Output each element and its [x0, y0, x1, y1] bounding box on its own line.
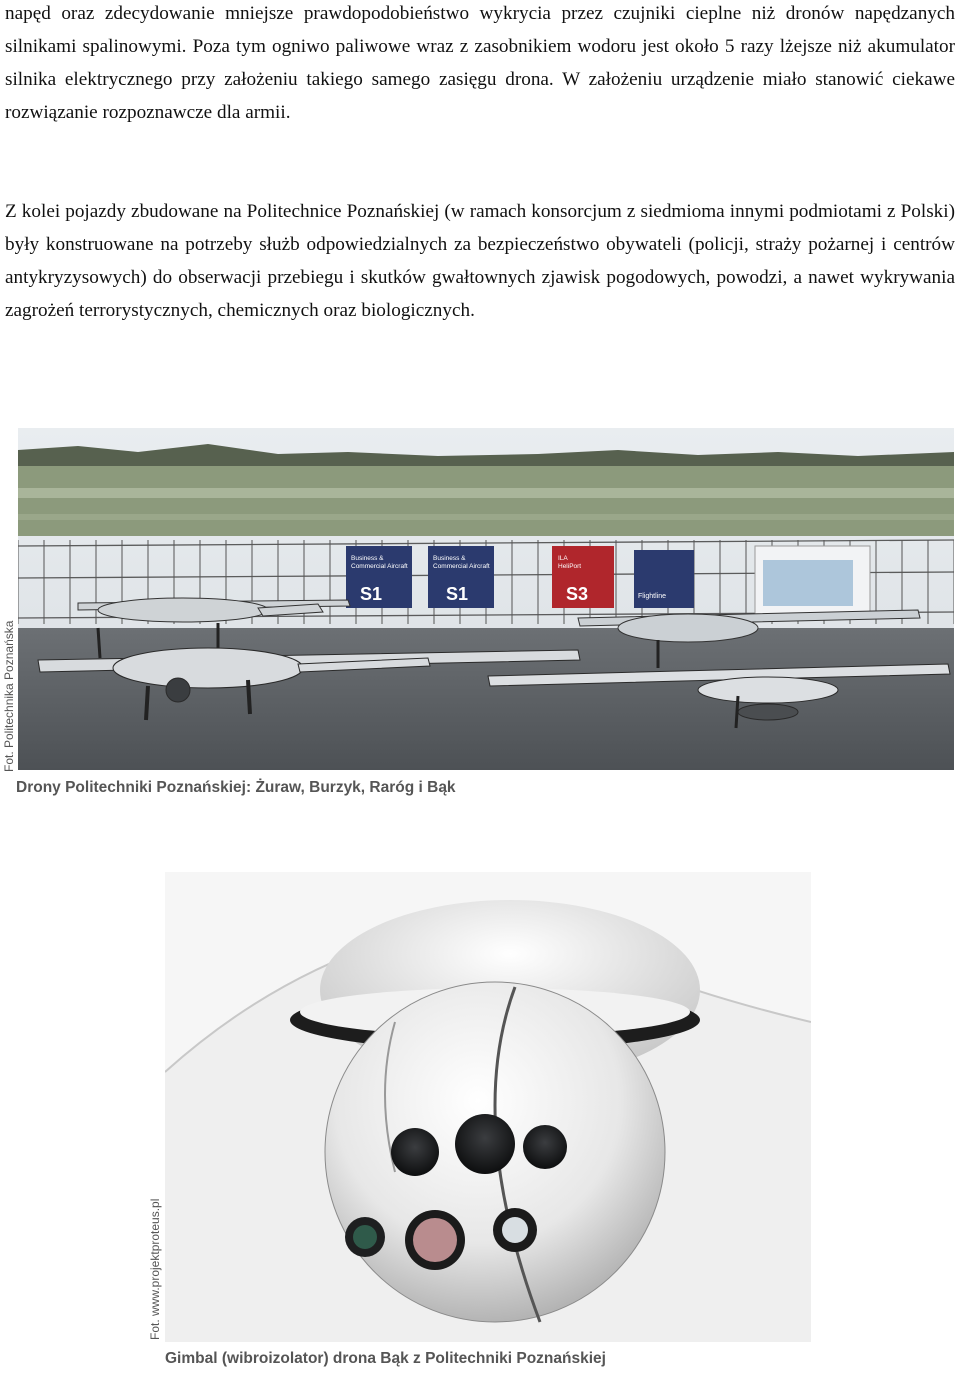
sign-2: [428, 546, 494, 608]
figure-caption-2: Gimbal (wibroizolator) drona Bąk z Politechniki Poznańskiej: [165, 1350, 606, 1367]
paragraph-1: napęd oraz zdecydowanie mniejsze prawdopodobieństwo wykrycia przez czujniki cieplne niż dronów napędzanych silnikami spalinowymi. Poza tym ogniwo paliwowe wraz z zasobnikiem wodoru jest około 5 razy lżejsze niż akumulator silnika elektrycznego przy założeniu takiego samego zasięgu drona. W założeniu urządzenie miało stanowić ciekawe rozwiązanie rozpoznawcze dla armii.: [5, 3, 955, 123]
sign-1-line2: Commercial Aircraft: [351, 563, 408, 570]
sign-1: [346, 546, 412, 608]
sign-3-line2: HeliPort: [558, 563, 582, 570]
lens-right: [523, 1125, 567, 1169]
lens-left: [391, 1128, 439, 1176]
paragraph-2: Z kolei pojazdy zbudowane na Politechnice Poznańskiej (w ramach konsorcjum z siedmioma innymi podmiotami z Polski) były konstruowane na potrzeby służb odpowiedzialnych za bezpieczeństwo obywateli (policji, straży pożarnej i centrów antykryzysowych) do obserwacji przebiegu i skutków gwałtownych zjawisk pogodowych, powodzi, a nawet wykrywania zagrożeń terrorystycznych, chemicznych oraz biologicznych.: [5, 201, 955, 321]
sign-3: [552, 546, 614, 608]
drones-photo: [18, 428, 954, 770]
sign-1-code: S1: [360, 584, 383, 604]
sign-2-line1: Business &: [433, 555, 466, 562]
sign-3-code: S3: [566, 584, 589, 604]
lens-center: [455, 1114, 515, 1174]
sign-4: [634, 550, 694, 608]
sign-4-line2: Flightline: [638, 593, 667, 600]
sign-1-line1: Business &: [351, 555, 384, 562]
figure-caption-1: Drony Politechniki Poznańskiej: Żuraw, Burzyk, Raróg i Bąk: [16, 779, 456, 796]
photo-credit-1: Fot. Politechnika Poznańska: [2, 620, 16, 772]
sign-2-code: S1: [446, 584, 469, 604]
gimbal-photo: [165, 872, 811, 1342]
sign-2-line2: Commercial Aircraft: [433, 563, 490, 570]
sign-3-line1: ILA: [558, 555, 568, 562]
photo-credit-2: Fot. www.projektproteus.pl: [148, 1198, 162, 1340]
